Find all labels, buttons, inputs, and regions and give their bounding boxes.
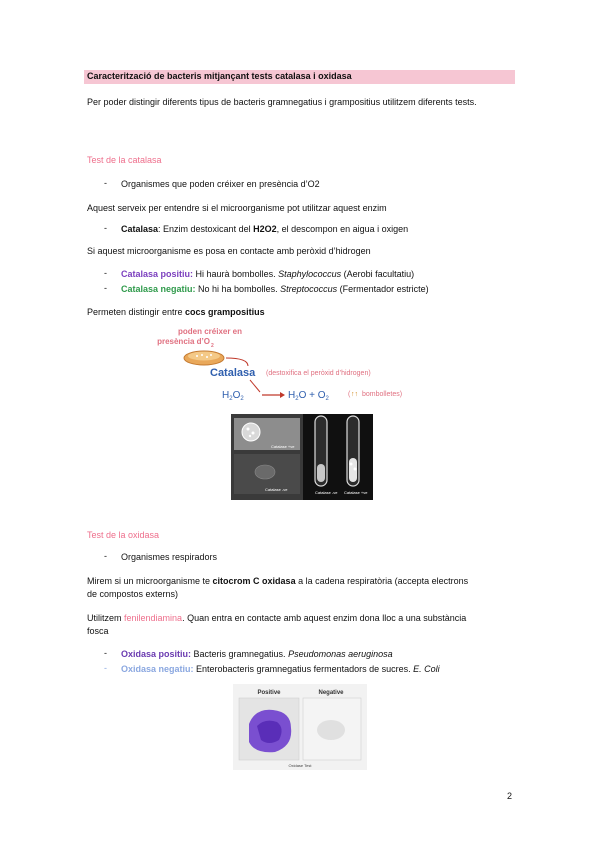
catalasa-photo <box>231 414 373 500</box>
bubble <box>252 432 255 435</box>
bullet-dash: - <box>104 178 107 188</box>
bubble <box>350 463 353 466</box>
growth-label-sub: 2 <box>211 343 214 349</box>
catalasa-negative-line <box>121 283 429 296</box>
growth-label-line1: poden créixer en <box>177 327 243 336</box>
positive-label: Positive <box>257 690 281 696</box>
catalasa-negative-organism: Streptococcus <box>280 284 338 294</box>
reaction-arrow-down <box>250 380 260 392</box>
negative-label: Negative <box>318 690 344 696</box>
bubbles-label: bombolletes) <box>362 391 403 398</box>
oxidasa-photo <box>233 684 367 770</box>
oxidasa-line-2-cont: fosca <box>87 626 109 636</box>
bullet-dash: - <box>104 551 107 561</box>
catalasa-negative-tail: (Fermentador estricte) <box>337 284 429 294</box>
colony-dot <box>210 354 212 356</box>
catalasa-line-3 <box>87 306 265 319</box>
page-number: 2 <box>507 791 513 801</box>
colony-dot <box>196 355 198 357</box>
oxidase-caption: Oxidase Test <box>288 763 312 768</box>
catalasa-photo-svg <box>231 414 373 500</box>
enzyme-name: Catalasa <box>210 367 256 379</box>
page-title: Caracterització de bacteris mitjançant tests catalasa i oxidasa <box>87 71 352 81</box>
catalasa-heading: Test de la catalasa <box>87 155 162 165</box>
tubes-panel <box>303 414 373 500</box>
oxidasa-positive-label: Oxidasa positiu: <box>121 649 192 659</box>
enzyme-note: (destoxifica el peròxid d’hidrogen) <box>266 370 371 377</box>
enzyme-text-a: : Enzim destoxicant del <box>158 224 254 234</box>
catalasa-positive-organism: Staphylococcus <box>278 269 342 279</box>
growth-label-line2: presència d’O <box>157 337 210 346</box>
bullet-dash: - <box>104 648 107 658</box>
oxidasa-positive-organism: Pseudomonas aeruginosa <box>288 649 393 659</box>
colony-dot <box>201 354 203 356</box>
negative-spot <box>317 720 345 740</box>
oxidasa-bullet-1: Organismes respiradors <box>121 552 218 562</box>
line3-text: Permeten distingir entre <box>87 307 186 317</box>
arrow-head-icon <box>280 392 285 398</box>
arrow-curve <box>226 358 248 366</box>
bullet-dash: - <box>104 223 107 233</box>
bubble <box>247 428 250 431</box>
oxidasa-negative-text: Enterobacteris gramnegatius fermentadors de sucres. <box>193 664 414 674</box>
line3-bold: cocs grampositius <box>185 307 265 317</box>
line1-text-a: Mirem si un microorganisme te <box>87 576 213 586</box>
up-arrows-icon: ↑↑ <box>351 391 358 398</box>
photo-label-4: Catalase +ve <box>344 490 368 495</box>
eq-left: $H_2O_2$ <box>222 390 244 402</box>
catalasa-positive-tail: (Aerobi facultatiu) <box>341 269 415 279</box>
catalasa-negative-text: No hi ha bombolles. <box>195 284 281 294</box>
catalasa-positive-label: Catalasa positiu: <box>121 269 194 279</box>
photo-label-1: Catalase +ve <box>271 444 295 449</box>
enzyme-bold: H2O2 <box>253 224 277 234</box>
oxidasa-negative-line <box>121 663 440 676</box>
oxidasa-photo-svg <box>233 684 367 770</box>
eq-right: $H_2O + O_2$ <box>288 390 329 402</box>
intro-paragraph: Per poder distingir diferents tipus de bacteris gramnegatius i grampositius utilitzem diferents tests. <box>87 97 477 107</box>
catalasa-positive-line <box>121 268 414 281</box>
oxidasa-negative-organism: E. Coli <box>413 664 440 674</box>
catalasa-positive-text: Hi haurà bombolles. <box>193 269 279 279</box>
oxidasa-heading: Test de la oxidasa <box>87 530 160 540</box>
oxidasa-negative-label: Oxidasa negatiu: <box>121 664 194 674</box>
bullet-dash: - <box>104 268 107 278</box>
bubble <box>249 435 251 437</box>
catalasa-line-1: Aquest serveix per entendre si el microorganisme pot utilitzar aquest enzim <box>87 203 387 213</box>
line1-text-b: a la cadena respiratòria (accepta electrons <box>295 576 469 586</box>
oxidasa-line-2 <box>87 612 466 625</box>
catalasa-negative-label: Catalasa negatiu: <box>121 284 196 294</box>
catalasa-bullet-1: Organismes que poden créixer en presència d’O2 <box>121 179 320 189</box>
enzyme-text-b: , el descompon en aigua i oxigen <box>276 224 409 234</box>
line2-text-b: . Quan entra en contacte amb aquest enzim dona lloc a una substància <box>182 613 467 623</box>
photo-label-3: Catalase -ve <box>315 490 338 495</box>
enzyme-label: Catalasa <box>121 224 159 234</box>
reagent-name: fenilendiamina <box>124 613 183 623</box>
oxidasa-positive-text: Bacteris gramnegatius. <box>191 649 289 659</box>
catalasa-line-2: Si aquest microorganisme es posa en contacte amb peròxid d’hidrogen <box>87 246 371 256</box>
oxidasa-line-1 <box>87 575 468 588</box>
bullet-dash: - <box>104 283 107 293</box>
oxidasa-positive-line <box>121 648 393 661</box>
drop-no-bubbles-icon <box>255 465 275 479</box>
bubble <box>354 468 357 471</box>
catalasa-diagram <box>157 322 420 408</box>
bubbles-drop-icon <box>242 423 260 441</box>
tube-liquid <box>317 464 325 482</box>
colony-dot <box>206 356 208 358</box>
bullet-dash: - <box>104 663 107 673</box>
bubbles-open-paren: ( <box>348 391 351 398</box>
cytochrome-bold: citocrom C oxidasa <box>212 576 296 586</box>
line2-text-a: Utilitzem <box>87 613 125 623</box>
catalasa-enzyme-line <box>121 223 408 236</box>
photo-label-2: Catalase -ve <box>265 487 288 492</box>
petri-dish-agar <box>188 352 220 361</box>
catalasa-diagram-svg <box>157 322 420 408</box>
oxidasa-line-1-cont: de compostos externs) <box>87 589 179 599</box>
